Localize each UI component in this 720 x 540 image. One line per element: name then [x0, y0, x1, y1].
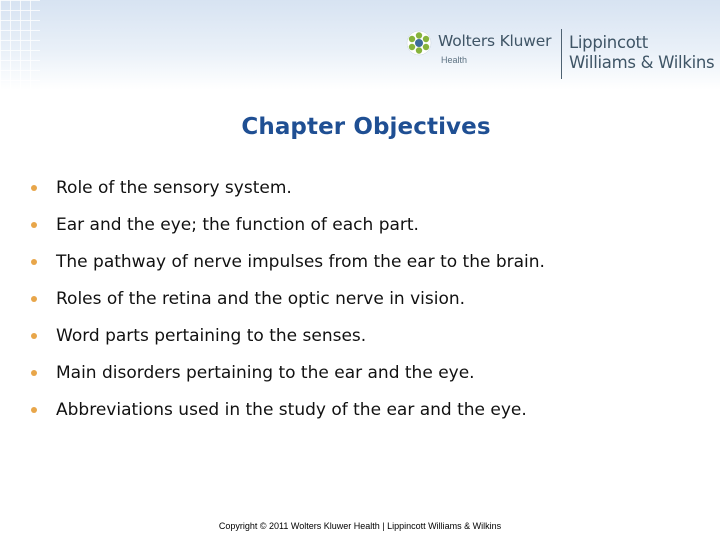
bullet-icon: [31, 296, 37, 302]
publisher-logo: [406, 28, 716, 80]
copyright-text: Copyright © 2011 Wolters Kluwer Health | Lippincott Williams & Wilkins: [218, 521, 502, 531]
slide-title: Chapter Objectives: [241, 114, 491, 140]
publisher-name: Wolters Kluwer: [438, 32, 552, 50]
bullet-icon: [31, 333, 37, 339]
bullet-text: Ear and the eye; the function of each part.: [56, 215, 419, 235]
list-item: [30, 324, 545, 361]
publisher-division: Health: [441, 55, 468, 65]
list-item: [30, 361, 545, 398]
list-item: [30, 213, 545, 250]
logo-divider: [561, 29, 562, 79]
imprint-line-2: Williams & Wilkins: [569, 53, 715, 72]
bullet-text: Word parts pertaining to the senses.: [56, 326, 367, 346]
copyright-footer: [0, 521, 720, 531]
bullet-icon: [31, 185, 37, 191]
objectives-list: [30, 176, 545, 435]
list-item: [30, 176, 545, 213]
bullet-icon: [31, 222, 37, 228]
imprint-line-1: Lippincott: [569, 33, 648, 52]
wolters-kluwer-logo-icon: [406, 30, 432, 56]
list-item: [30, 287, 545, 324]
bullet-text: The pathway of nerve impulses from the ear to the brain.: [56, 252, 545, 272]
bullet-text: Role of the sensory system.: [56, 178, 292, 198]
list-item: [30, 250, 545, 287]
list-item: [30, 398, 545, 435]
bullet-icon: [31, 370, 37, 376]
bullet-text: Abbreviations used in the study of the ear and the eye.: [56, 400, 527, 420]
bullet-text: Roles of the retina and the optic nerve in vision.: [56, 289, 466, 309]
bullet-text: Main disorders pertaining to the ear and the eye.: [56, 363, 475, 383]
bullet-icon: [31, 259, 37, 265]
bullet-icon: [31, 407, 37, 413]
